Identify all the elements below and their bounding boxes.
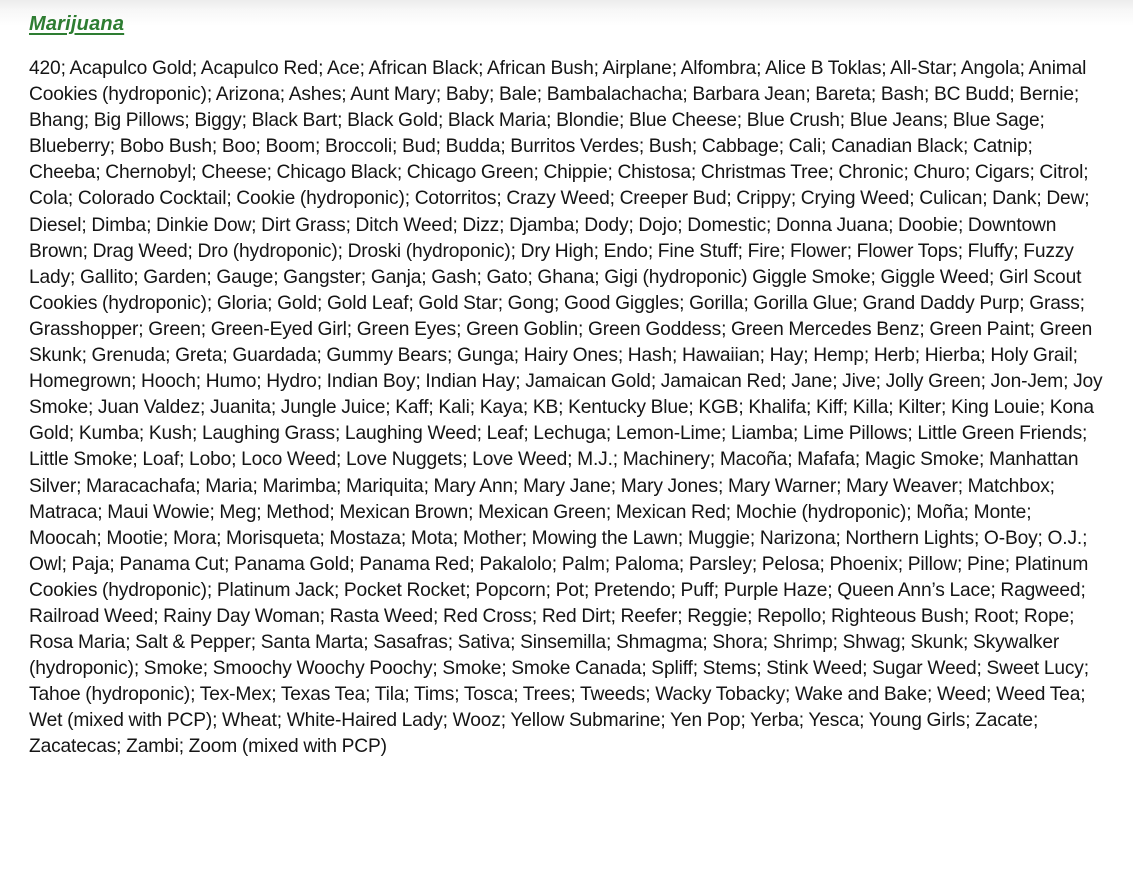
slang-terms-paragraph: 420; Acapulco Gold; Acapulco Red; Ace; African Black; African Bush; Airplane; Alfombra; Alice B Toklas; All-Star; Angola; Animal Cookies (hydroponic); Arizona; Ashes; Aunt Mary; Baby; Bale; Bambalachacha; Barbara Jean; Bareta; Bash; BC Budd; Bernie; Bhang; Big Pillows; Biggy; Black Bart; Black Gold; Black Maria; Blondie; Blue Cheese; Blue Crush; Blue Jeans; Blue Sage; Blueberry; Bobo Bush; Boo; Boom; Broccoli; Bud; Budda; Burritos Verdes; Bush; Cabbage; Cali; Canadian Black; Catnip; Cheeba; Chernobyl; Cheese; Chicago Black; Chicago Green; Chippie; Chistosa; Christmas Tree; Chronic; Churo; Cigars; Citrol; Cola; Colorado Cocktail; Cookie (hydroponic); Cotorritos; Crazy Weed; Creeper Bud; Crippy; Crying Weed; Culican; Dank; Dew; Diesel; Dimba; Dinkie Dow; Dirt Grass; Ditch Weed; Dizz; Djamba; Dody; Dojo; Domestic; Donna Juana; Doobie; Downtown Brown; Drag Weed; Dro (hydroponic); Droski (hydroponic); Dry High; Endo; Fine Stuff; Fire; Flower; Flower Tops; Fluffy; Fuzzy Lady; Gallito; Garden; Gauge; Gangster; Ganja; Gash; Gato; Ghana; Gigi (hydroponic) Giggle Smoke; Giggle Weed; Girl Scout Cookies (hydroponic); Gloria; Gold; Gold Leaf; Gold Star; Gong; Good Giggles; Gorilla; Gorilla Glue; Grand Daddy Purp; Grass; Grasshopper; Green; Green-Eyed Girl; Green Eyes; Green Goblin; Green Goddess; Green Mercedes Benz; Green Paint; Green Skunk; Grenuda; Greta; Guardada; Gummy Bears; Gunga; Hairy Ones; Hash; Hawaiian; Hay; Hemp; Herb; Hierba; Holy Grail; Homegrown; Hooch; Humo; Hydro; Indian Boy; Indian Hay; Jamaican Gold; Jamaican Red; Jane; Jive; Jolly Green; Jon-Jem; Joy Smoke; Juan Valdez; Juanita; Jungle Juice; Kaff; Kali; Kaya; KB; Kentucky Blue; KGB; Khalifa; Kiff; Killa; Kilter; King Louie; Kona Gold; Kumba; Kush; Laughing Grass; Laughing Weed; Leaf; Lechuga; Lemon-Lime; Liamba; Lime Pillows; Little Green Friends; Little Smoke; Loaf; Lobo; Loco Weed; Love Nuggets; Love Weed; M.J.; Machinery; Macoña; Mafafa; Magic Smoke; Manhattan Silver; Maracachafa; Maria; Marimba; Mariquita; Mary Ann; Mary Jane; Mary Jones; Mary Warner; Mary Weaver; Matchbox; Matraca; Maui Wowie; Meg; Method; Mexican Brown; Mexican Green; Mexican Red; Mochie (hydroponic); Moña; Monte; Moocah; Mootie; Mora; Morisqueta; Mostaza; Mota; Mother; Mowing the Lawn; Muggie; Narizona; Northern Lights; O-Boy; O.J.; Owl; Paja; Panama Cut; Panama Gold; Panama Red; Pakalolo; Palm; Paloma; Parsley; Pelosa; Phoenix; Pillow; Pine; Platinum Cookies (hydroponic); Platinum Jack; Pocket Rocket; Popcorn; Pot; Pretendo; Puff; Purple Haze; Queen Ann’s Lace; Ragweed; Railroad Weed; Rainy Day Woman; Rasta Weed; Red Cross; Red Dirt; Reefer; Reggie; Repollo; Righteous Bush; Root; Rope; Rosa Maria; Salt & Pepper; Santa Marta; Sasafras; Sativa; Sinsemilla; Shmagma; Shora; Shrimp; Shwag; Skunk; Skywalker (hydroponic); Smoke; Smoochy Woochy Poochy; Smoke; Smoke Canada; Spliff; Stems; Stink Weed; Sugar Weed; Sweet Lucy; Tahoe (hydroponic); Tex-Mex; Texas Tea; Tila; Tims; Tosca; Trees; Tweeds; Wacky Tobacky; Wake and Bake; Weed; Weed Tea; Wet (mixed with PCP); Wheat; White-Haired Lady; Wooz; Yellow Submarine; Yen Pop; Yerba; Yesca; Young Girls; Zacate; Zacatecas; Zambi; Zoom (mixed with PCP): [29, 58, 1103, 758]
section-heading: Marijuana: [29, 13, 125, 35]
